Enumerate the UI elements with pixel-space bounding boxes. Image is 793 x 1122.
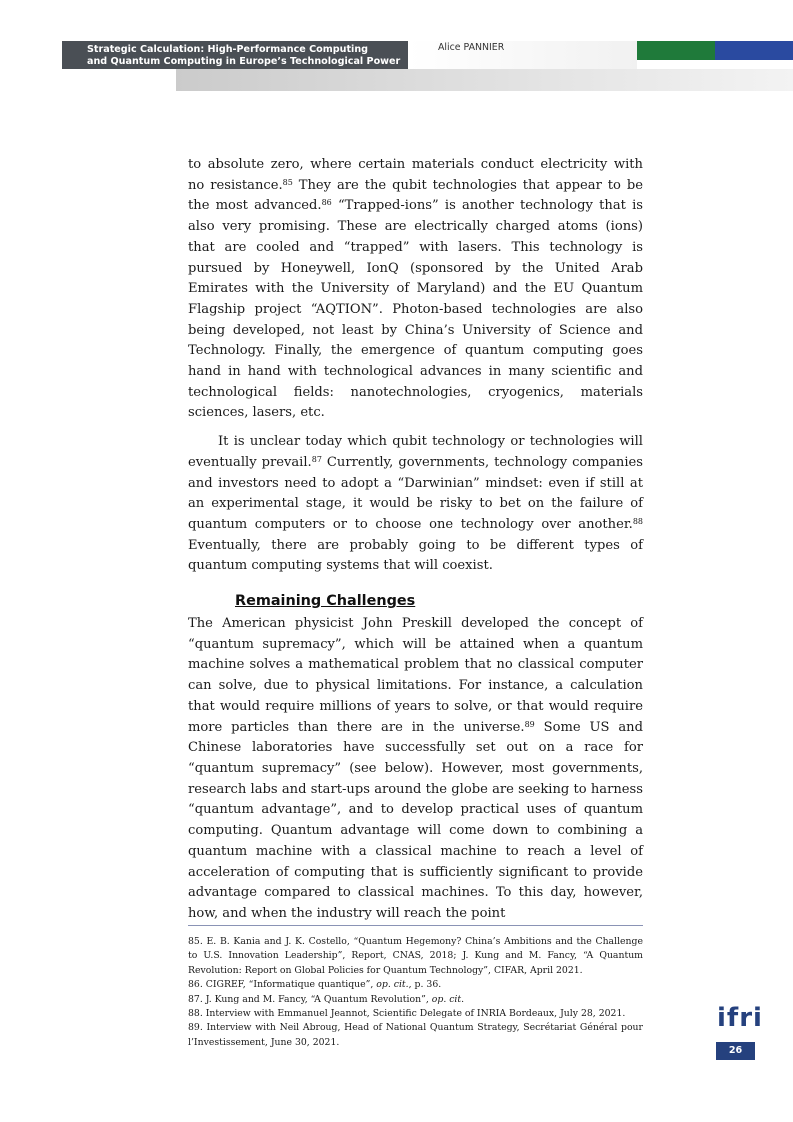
footnote-ref-85[interactable]: 85 <box>282 177 293 187</box>
footnote-ref-86[interactable]: 86 <box>321 198 332 208</box>
footnote-divider <box>188 925 643 926</box>
running-title-line-2: and Quantum Computing in Europe’s Technological Power <box>87 56 401 67</box>
paragraph-1-text-a: to absolute zero, where certain materials conduct electricity with no resistance. <box>188 157 643 193</box>
paragraph-3-text-b: Some US and Chinese laboratories have successfully set out on a race for “quantum supremacy” (see below). However, most governments, research labs and start-ups around the globe are seeking to harness “quantum advantage”, and to develop practical uses of quantum computing. Quantum advantage will come down to combining a quantum machine with a classical machine to reach a level of acceleration of computing that is sufficiently significant to provide advantage compared to classical machines. To this day, however, how, and when the industry will reach the point <box>188 719 643 921</box>
paragraph-3 <box>188 614 643 925</box>
footnote-88: 88. Interview with Emmanuel Jeannot, Scientific Delegate of INRIA Bordeaux, July 28, 2021. <box>188 1008 626 1020</box>
footnote-ref-89[interactable]: 89 <box>524 719 535 729</box>
section-heading: Remaining Challenges <box>235 593 416 610</box>
header-green-band <box>637 41 715 60</box>
body-text <box>188 155 643 925</box>
paragraph-3-text-a: The American physicist John Preskill developed the concept of “quantum supremacy”, which will be attained when a quantum machine solves a mathematical problem that no classical computer can solve, due to physical limitations. For instance, a calculation that would require millions of years to solve, or that would require more particles than there are in the universe. <box>188 616 643 735</box>
footnote-86-text-c: , p. 36. <box>408 979 442 991</box>
page-number: 26 <box>716 1042 755 1060</box>
running-title-line-1: Strategic Calculation: High-Performance Computing <box>87 44 369 55</box>
running-author: Alice PANNIER <box>438 42 505 53</box>
ifri-logo: ifri <box>717 1003 763 1033</box>
header-blue-band <box>715 41 793 60</box>
running-title <box>87 44 405 68</box>
footnote-89: 89. Interview with Neil Abroug, Head of National Quantum Strategy, Secrétariat Général pour l’Investissement, June 30, 2021. <box>188 1022 643 1048</box>
footnotes <box>188 935 643 1050</box>
footnote-85: 85. E. B. Kania and J. K. Costello, “Quantum Hegemony? China’s Ambitions and the Challenge to U.S. Innovation Leadership”, Report, CNAS, 2018; J. Kung and M. Fancy, “A Quantum Revolution: Report on Global Policies for Quantum Technology”, CIFAR, April 2021. <box>188 936 643 976</box>
paragraph-2-text-a: It is unclear today which qubit technology or technologies will eventually prevail. <box>188 434 643 470</box>
footnote-87-text-c: . <box>461 993 465 1005</box>
footnote-86 <box>188 978 643 992</box>
paragraph-2 <box>188 432 643 577</box>
paragraph-1-text-c: “Trapped-ions” is another technology that is also very promising. These are electrically charged atoms (ions) that are cooled and “trapped” with lasers. This technology is pursued by Honeywell, IonQ (sponsored by the United Arab Emirates with the University of Maryland) and the EU Quantum Flagship project “AQTION”. Photon-based technologies are also being developed, not least by China’s University of Science and Technology. Finally, the emergence of quantum computing goes hand in hand with technological advances in many scientific and technological fields: nanotechnologies, cryogenics, materials sciences, lasers, etc. <box>188 198 644 421</box>
footnote-87 <box>188 993 643 1007</box>
paragraph-1-text-b: They are the qubit technologies that appear to be the most advanced. <box>188 177 643 214</box>
footnote-87-text-a: 87. J. Kung and M. Fancy, “A Quantum Revolution”, <box>188 993 432 1005</box>
footnote-ref-88[interactable]: 88 <box>632 516 643 526</box>
footnote-87-italic: op. cit <box>431 993 462 1005</box>
footnote-86-text-a: 86. CIGREF, “Informatique quantique”, <box>188 979 377 991</box>
footnote-ref-87[interactable]: 87 <box>311 454 322 464</box>
paragraph-2-text-c: Eventually, there are probably going to be different types of quantum computing systems that will coexist. <box>188 537 643 574</box>
footnote-86-italic: op. cit. <box>376 979 409 991</box>
paragraph-2-text-b: Currently, governments, technology companies and investors need to adopt a “Darwinian” mindset: even if still at an experimental stage, it would be risky to bet on the failure of quantum computers or to choose one technology over another. <box>188 454 643 532</box>
paragraph-1 <box>188 155 643 424</box>
header-shade-band <box>176 69 793 91</box>
